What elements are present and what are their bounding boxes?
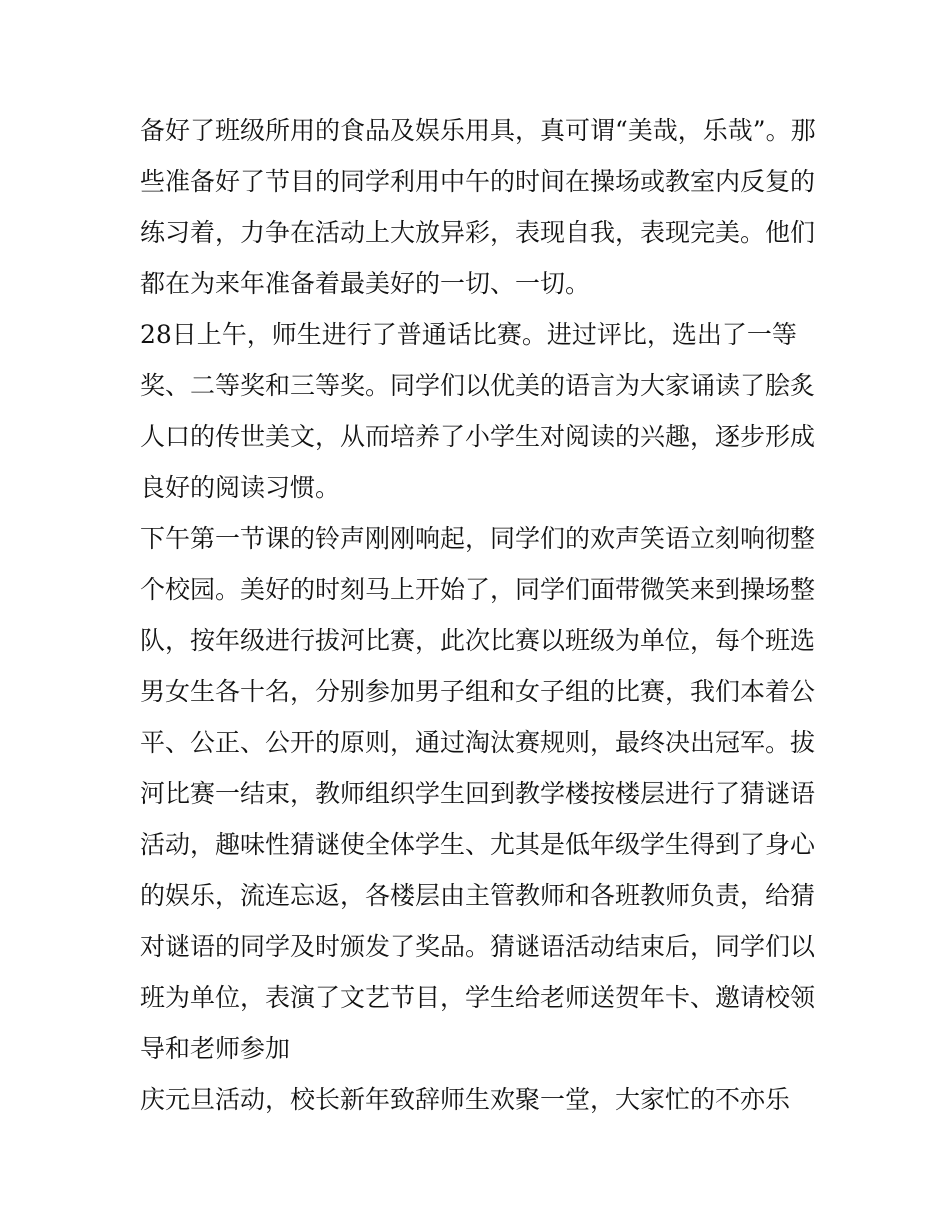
text-line: 平、公正、公开的原则，通过淘汰赛规则，最终决出冠军。拔 xyxy=(140,728,816,757)
text-line: 下午第一节课的铃声刚刚响起，同学们的欢声笑语立刻响彻整 xyxy=(140,524,816,553)
text-line: 班为单位，表演了文艺节目，学生给老师送贺年卡、邀请校领 xyxy=(140,983,816,1012)
text-line: 庆元旦活动，校长新年致辞师生欢聚一堂，大家忙的不亦乐 xyxy=(140,1085,791,1114)
text-line: 个校园。美好的时刻马上开始了，同学们面带微笑来到操场整 xyxy=(140,575,816,604)
text-line: 人口的传世美文，从而培养了小学生对阅读的兴趣，逐步形成 xyxy=(140,422,816,451)
text-line: 男女生各十名，分别参加男子组和女子组的比赛，我们本着公 xyxy=(140,677,816,706)
text-line: 对谜语的同学及时颁发了奖品。猜谜语活动结束后，同学们以 xyxy=(140,932,816,961)
text-line: 些准备好了节目的同学利用中午的时间在操场或教室内反复的 xyxy=(140,167,816,196)
document-body xyxy=(140,105,820,1125)
text-line: 活动，趣味性猜谜使全体学生、尤其是低年级学生得到了身心 xyxy=(140,830,816,859)
text-line: 河比赛一结束，教师组织学生回到教学楼按楼层进行了猜谜语 xyxy=(140,779,816,808)
text-line: 练习着，力争在活动上大放异彩，表现自我，表现完美。他们 xyxy=(140,218,816,247)
text-line: 备好了班级所用的食品及娱乐用具，真可谓“美哉，乐哉”。那 xyxy=(140,116,816,145)
text-line: 队，按年级进行拔河比赛，此次比赛以班级为单位，每个班选 xyxy=(140,626,816,655)
text-line: 都在为来年准备着最美好的一切、一切。 xyxy=(140,269,591,298)
text-line: 28日上午，师生进行了普通话比赛。进过评比，选出了一等 xyxy=(140,320,797,349)
text-line: 良好的阅读习惯。 xyxy=(140,473,341,502)
text-line: 导和老师参加 xyxy=(140,1034,291,1063)
text-line: 奖、二等奖和三等奖。同学们以优美的语言为大家诵读了脍炙 xyxy=(140,371,816,400)
text-line: 的娱乐，流连忘返，各楼层由主管教师和各班教师负责，给猜 xyxy=(140,881,816,910)
